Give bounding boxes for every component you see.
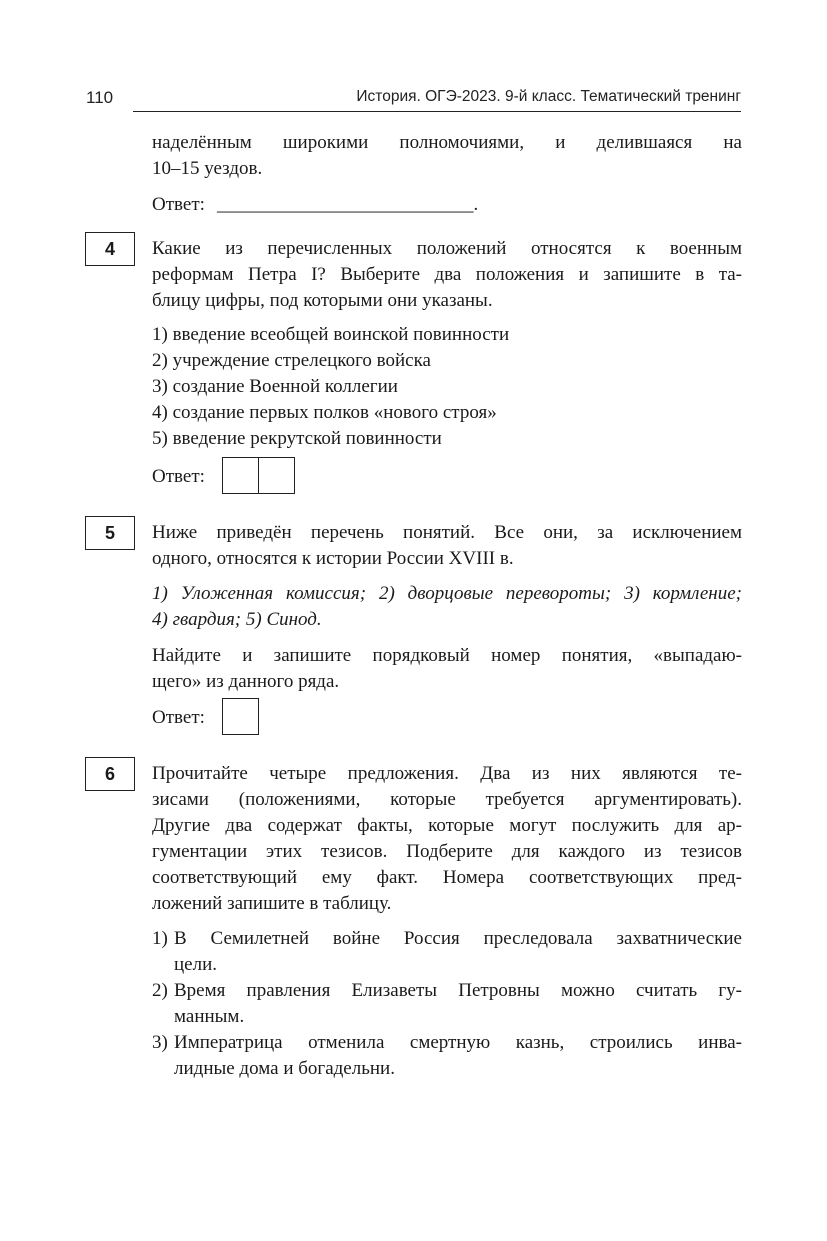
question-number-5: 5 (85, 516, 135, 550)
question-number-6: 6 (85, 757, 135, 791)
q6-statement-1-number: 1) (152, 928, 168, 949)
q6-statement-3-line-2: лидные дома и богадельни. (174, 1058, 395, 1079)
answer-blank-3[interactable]: ___________________________. (217, 194, 479, 215)
q4-answer-cell-2[interactable] (258, 457, 295, 494)
q6-text-line-4: гументации этих тезисов. Подберите для каждого из тезисов (152, 841, 742, 862)
q5-task-line-2: щего» из данного ряда. (152, 671, 340, 692)
running-title: История. ОГЭ-2023. 9-й класс. Тематический тренинг (356, 88, 741, 105)
q6-statement-3-line-1: Императрица отменила смертную казнь, строились инва- (174, 1032, 742, 1053)
q6-text-line-2: зисами (положениями, которые требуется аргументировать). (152, 789, 742, 810)
answer-label-4: Ответ: (152, 466, 205, 487)
answer-label-3: Ответ: (152, 194, 205, 215)
q6-text-line-5: соответствующий ему факт. Номера соответствующих пред- (152, 867, 742, 888)
q4-option-5: 5) введение рекрутской повинности (152, 428, 442, 449)
continuation-line-2: 10–15 уездов. (152, 158, 263, 179)
q5-task-line-1: Найдите и запишите порядковый номер понятия, «выпадаю- (152, 645, 742, 666)
q4-option-4: 4) создание первых полков «нового строя» (152, 402, 497, 423)
q5-text-line-2: одного, относятся к истории России XVIII в. (152, 548, 514, 569)
q5-terms-line-2: 4) гвардия; 5) Синод. (152, 609, 322, 630)
q5-answer-cell[interactable] (222, 698, 259, 735)
q6-statement-3-number: 3) (152, 1032, 168, 1053)
page-number: 110 (86, 88, 114, 107)
q6-statement-2-number: 2) (152, 980, 168, 1001)
header-divider (133, 111, 741, 112)
q4-option-1: 1) введение всеобщей воинской повинности (152, 324, 510, 345)
q4-text-line-1: Какие из перечисленных положений относятся к военным (152, 238, 742, 259)
answer-label-5: Ответ: (152, 707, 205, 728)
continuation-line-1: наделённым широкими полномочиями, и делившаяся на (152, 132, 742, 153)
q6-statement-1-line-2: цели. (174, 954, 218, 975)
q6-text-line-6: ложений запишите в таблицу. (152, 893, 392, 914)
q6-text-line-3: Другие два содержат факты, которые могут послужить для ар- (152, 815, 742, 836)
question-number-4: 4 (85, 232, 135, 266)
q5-text-line-1: Ниже приведён перечень понятий. Все они, за исключением (152, 522, 742, 543)
q5-terms-line-1: 1) Уложенная комиссия; 2) дворцовые перевороты; 3) кормление; (152, 583, 742, 604)
q4-answer-cell-1[interactable] (222, 457, 259, 494)
q4-text-line-2: реформам Петра I? Выберите два положения и запишите в та- (152, 264, 742, 285)
q6-text-line-1: Прочитайте четыре предложения. Два из них являются те- (152, 763, 742, 784)
q4-text-line-3: блицу цифры, под которыми они указаны. (152, 290, 493, 311)
q4-option-2: 2) учреждение стрелецкого войска (152, 350, 431, 371)
q6-statement-1-line-1: В Семилетней войне Россия преследовала захватнические (174, 928, 742, 949)
q4-option-3: 3) создание Военной коллегии (152, 376, 398, 397)
q6-statement-2-line-2: манным. (174, 1006, 245, 1027)
q6-statement-2-line-1: Время правления Елизаветы Петровны можно считать гу- (174, 980, 742, 1001)
